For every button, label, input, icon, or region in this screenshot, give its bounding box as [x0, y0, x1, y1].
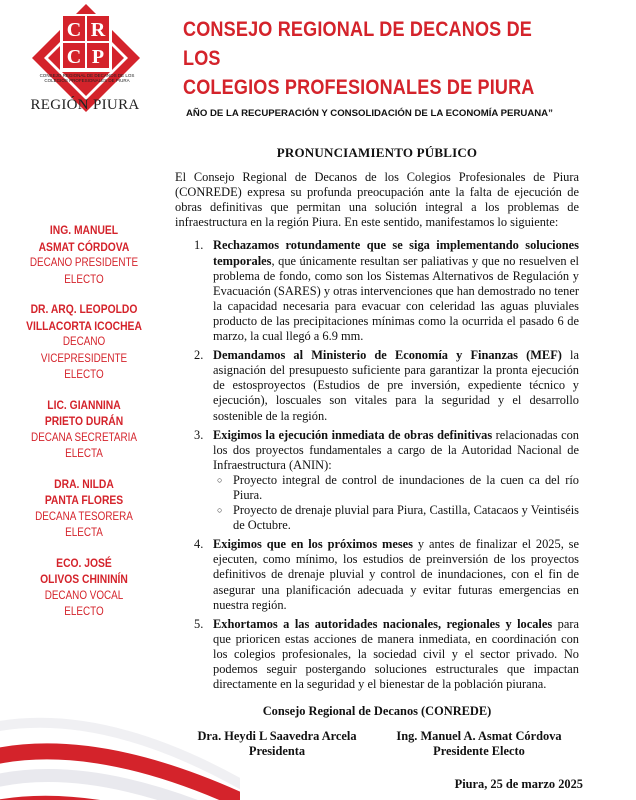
point-lead: Exhortamos a las autoridades nacionales, regionales y locales — [213, 616, 553, 631]
point-body: relacionadas con los dos proyectos fundamentales a cargo de la Autoridad Nacional de Infraestructura (ANIN): — [213, 427, 579, 472]
logo-letter-c2: C — [66, 46, 82, 68]
list-item — [194, 238, 579, 344]
logo-letter-r: R — [90, 19, 106, 41]
region-label: REGIÓN PIURA — [30, 97, 140, 113]
point-body: y antes de finalizar el 2025, se ejecuten, como mínimo, los estudios de preinversión de los proyectos definitivos de drenaje pluvial y control de inundaciones, con el fin de asegurar una planificación adecuada y evitar futuras emergencias en nuestra región. — [213, 537, 579, 612]
sub-list-item — [213, 503, 579, 533]
member-card — [14, 301, 154, 384]
list-item — [194, 537, 579, 612]
point-text — [213, 238, 579, 344]
signature-name: Ing. Manuel A. Asmat Córdova — [396, 729, 562, 744]
point-lead: Rechazamos rotundamente que se siga implementando soluciones temporales — [213, 238, 579, 268]
member-name-line: PRIETO DURÁN — [44, 414, 124, 428]
member-role-line: DECANA TESORERA — [35, 510, 133, 523]
signature-block — [177, 729, 377, 759]
bullet-icon: ○ — [217, 474, 223, 485]
closing-line: Consejo Regional de Decanos (CONREDE) — [262, 704, 492, 719]
point-lead: Exigimos que en los próximos meses — [213, 537, 413, 552]
organization-title — [183, 15, 561, 102]
sub-list — [213, 473, 579, 533]
point-number: 2. — [194, 348, 204, 363]
member-role-line: DECANO PRESIDENTE — [29, 257, 139, 269]
member-card — [14, 222, 154, 288]
member-card — [14, 555, 154, 621]
point-number: 3. — [194, 427, 204, 442]
member-name-line: OLIVOS CHININÍN — [40, 572, 128, 586]
point-text — [213, 428, 579, 534]
point-text — [213, 537, 579, 612]
member-role-line: ELECTO — [64, 273, 104, 286]
logo-letter-c1: C — [66, 19, 82, 41]
member-role-line: DECANO VICEPRESIDENTE — [40, 336, 128, 365]
point-body: la asignación del presupuesto suficiente para garantizar la pronta ejecución de estosproyectos (Estudios de pre inversión, expediente técnico y ejecución), loscuales son vitales para la seguridad y el desarrollo sostenible de la región. — [213, 348, 579, 423]
member-name-line: LIC. GIANNINA — [47, 397, 121, 412]
member-name-line: ECO. JOSÉ — [56, 555, 112, 570]
signature-role: Presidente Electo — [433, 744, 525, 759]
list-item — [194, 617, 579, 692]
member-name-line: DR. ARQ. LEOPOLDO — [30, 302, 138, 316]
member-role-line: ELECTA — [65, 448, 103, 460]
bullet-icon: ○ — [217, 505, 223, 516]
logo-caption-line: COLEGIOS PROFESIONALES DE PIURA — [44, 78, 130, 83]
member-role-line: ELECTA — [65, 527, 103, 539]
organization-title-line2: COLEGIOS PROFESIONALES DE PIURA — [183, 76, 535, 99]
members-sidebar — [14, 222, 154, 634]
organization-title-line1: CONSEJO REGIONAL DE DECANOS DE LOS — [183, 18, 533, 70]
point-lead: Demandamos al Ministerio de Economía y Finanzas (MEF) — [213, 348, 562, 363]
point-number: 1. — [194, 238, 204, 253]
member-card — [14, 397, 154, 463]
sub-item-text: Proyecto de drenaje pluvial para Piura, Castilla, Catacaos y Veintiséis de Octubre. — [233, 503, 579, 533]
points-list — [194, 238, 579, 692]
document-title: PRONUNCIAMIENTO PÚBLICO — [276, 145, 478, 160]
logo-caption — [38, 73, 136, 83]
list-item — [194, 428, 579, 534]
logo-caption-line: CONSEJO REGIONAL DE DECANOS DE LOS — [39, 73, 135, 78]
signature-name: Dra. Heydi L Saavedra Arcela — [197, 729, 357, 744]
signature-role: Presidenta — [248, 744, 306, 759]
point-text — [213, 617, 579, 692]
member-card — [14, 476, 154, 542]
intro-paragraph: El Consejo Regional de Decanos de los Colegios Profesionales de Piura (CONREDE) expresa su profunda preocupación ante la falta de ejecución de obras definitivas que permitan una solución integral a los problemas de infraestructura en la región Piura. En este sentido, manifestamos lo siguiente: — [175, 170, 579, 230]
point-body: para que prioricen estas acciones de manera inmediata, en coordinación con los colegios profesionales, la sociedad civil y el sector privado. No podemos seguir postergando soluciones estructurales que impactan directamente en la seguridad y el bienestar de la población piurana. — [213, 616, 579, 692]
point-lead: Exigimos la ejecución inmediata de obras definitivas — [213, 427, 493, 442]
point-number: 4. — [194, 537, 204, 552]
member-role-line: DECANO VOCAL — [44, 589, 124, 602]
sub-list-item — [213, 473, 579, 503]
member-role-line: ELECTO — [64, 606, 104, 618]
member-name-line: PANTA FLORES — [44, 493, 124, 507]
member-name-line: ASMAT CÓRDOVA — [38, 239, 130, 254]
list-item — [194, 348, 579, 423]
document-body — [175, 145, 583, 793]
member-role-line: DECANA SECRETARIA — [31, 431, 137, 444]
member-name-line: VILLACORTA ICOCHEA — [26, 318, 142, 333]
logo-letter-p: P — [91, 46, 105, 68]
sub-item-text: Proyecto integral de control de inundaciones de la cuen ca del río Piura. — [233, 472, 579, 502]
member-name-line: ING. MANUEL — [49, 223, 119, 237]
signatures — [175, 729, 579, 759]
member-role-line: ELECTO — [64, 369, 104, 381]
point-body: , que únicamente resultan ser paliativas y que no resuelven el problema de fondo, como son los Sistemas Alternativos de Regulación y Evacuación (SARES) y otras intervenciones que han demostrado no tener la capacidad necesaria para evacuar con celeridad las aguas pluviales producto de las precipitaciones mínimas como la ocurrida el pasado 6 de marzo, la cual llegó a 6.9 mm. — [213, 253, 579, 344]
year-title: AÑO DE LA RECUPERACIÓN Y CONSOLIDACIÓN DE LA ECONOMÍA PERUANA” — [186, 108, 553, 119]
point-text — [213, 348, 579, 423]
document-date: Piura, 25 de marzo 2025 — [454, 777, 583, 792]
member-name-line: DRA. NILDA — [54, 476, 114, 491]
signature-block — [379, 729, 579, 759]
point-number: 5. — [194, 616, 204, 631]
